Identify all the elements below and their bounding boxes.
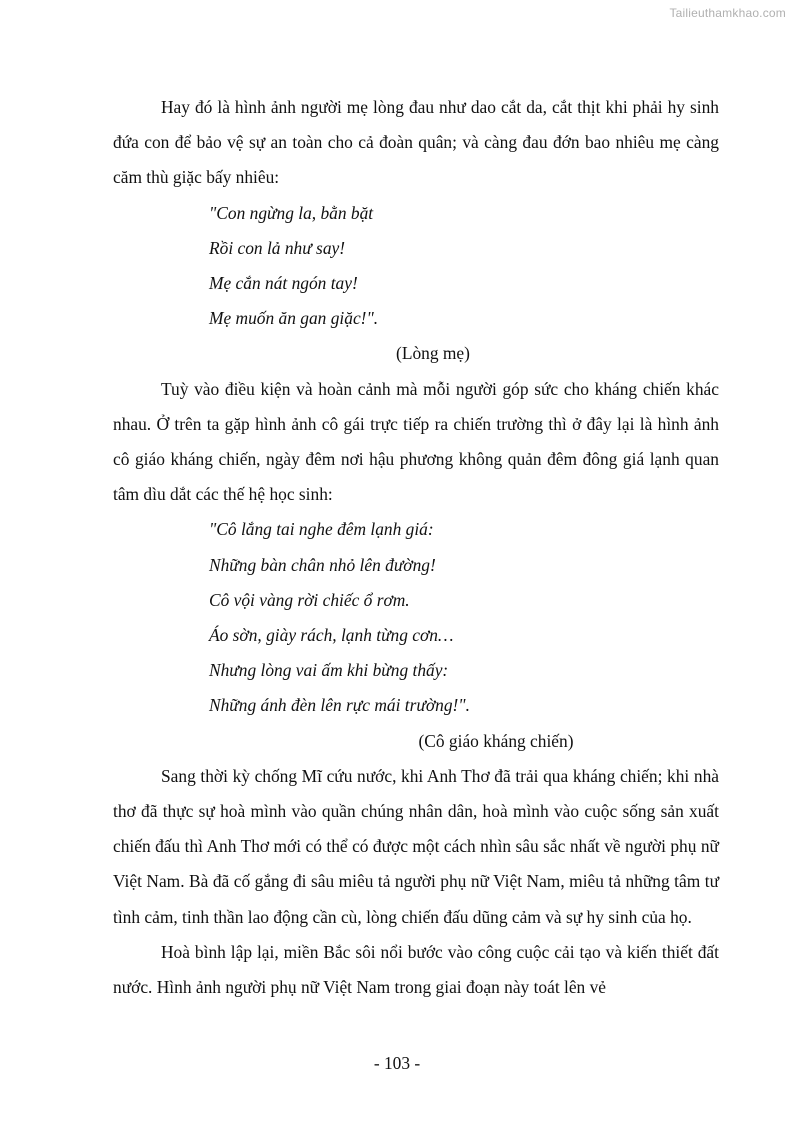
- page-body: [113, 90, 719, 1005]
- poem-2-line-4: Áo sờn, giày rách, lạnh từng cơn…: [209, 625, 454, 646]
- page-number: - 103 -: [373, 1053, 421, 1073]
- paragraph-3: Sang thời kỳ chống Mĩ cứu nước, khi Anh Thơ đã trải qua kháng chiến; khi nhà thơ đã thực sự hoà mình vào quần chúng nhân dân, hoà mình vào cuộc sống sản xuất chiến đấu thì Anh Thơ mới có thể có được một cách nhìn sâu sắc nhất về người phụ nữ Việt Nam. Bà đã cố gắng đi sâu miêu tả người phụ nữ Việt Nam, miêu tả những tâm tư tình cảm, tinh thần lao động cần cù, lòng chiến đấu dũng cảm và sự hy sinh của họ.: [113, 765, 719, 927]
- poem-2-source: (Cô giáo kháng chiến): [418, 730, 574, 751]
- poem-1-line-1: "Con ngừng la, bằn bặt: [209, 202, 374, 223]
- poem-2-line-2: Những bàn chân nhỏ lên đường!: [209, 554, 436, 575]
- watermark-text: Tailieuthamkhao.com: [669, 6, 786, 20]
- poem-1-source: (Lòng mẹ): [396, 343, 470, 364]
- poem-2-line-6: Những ánh đèn lên rực mái trường!".: [209, 695, 470, 716]
- poem-2-line-1: "Cô lắng tai nghe đêm lạnh giá:: [209, 519, 434, 540]
- poem-2-line-3: Cô vội vàng rời chiếc ổ rơm.: [209, 589, 410, 610]
- poem-2: [113, 512, 719, 723]
- poem-1-line-4: Mẹ muốn ăn gan giặc!".: [209, 308, 379, 329]
- paragraph-2: Tuỳ vào điều kiện và hoàn cảnh mà mỗi người góp sức cho kháng chiến khác nhau. Ở trên ta gặp hình ảnh cô gái trực tiếp ra chiến trường thì ở đây lại là hình ảnh cô giáo kháng chiến, ngày đêm nơi hậu phương không quản đêm đông giá lạnh quan tâm dìu dắt các thế hệ học sinh:: [113, 378, 719, 505]
- poem-1: [113, 196, 719, 337]
- paragraph-1: Hay đó là hình ảnh người mẹ lòng đau như dao cắt da, cắt thịt khi phải hy sinh đứa con để bảo vệ sự an toàn cho cả đoàn quân; và càng đau đớn bao nhiêu mẹ càng căm thù giặc bấy nhiêu:: [113, 97, 719, 188]
- poem-2-line-5: Nhưng lòng vai ấm khi bừng thấy:: [209, 660, 449, 681]
- poem-1-line-2: Rồi con lả như say!: [209, 237, 346, 258]
- poem-1-line-3: Mẹ cắn nát ngón tay!: [209, 273, 358, 294]
- paragraph-4: Hoà bình lập lại, miền Bắc sôi nổi bước vào công cuộc cải tạo và kiến thiết đất nước. Hình ảnh người phụ nữ Việt Nam trong giai đoạn này toát lên vẻ: [113, 941, 719, 998]
